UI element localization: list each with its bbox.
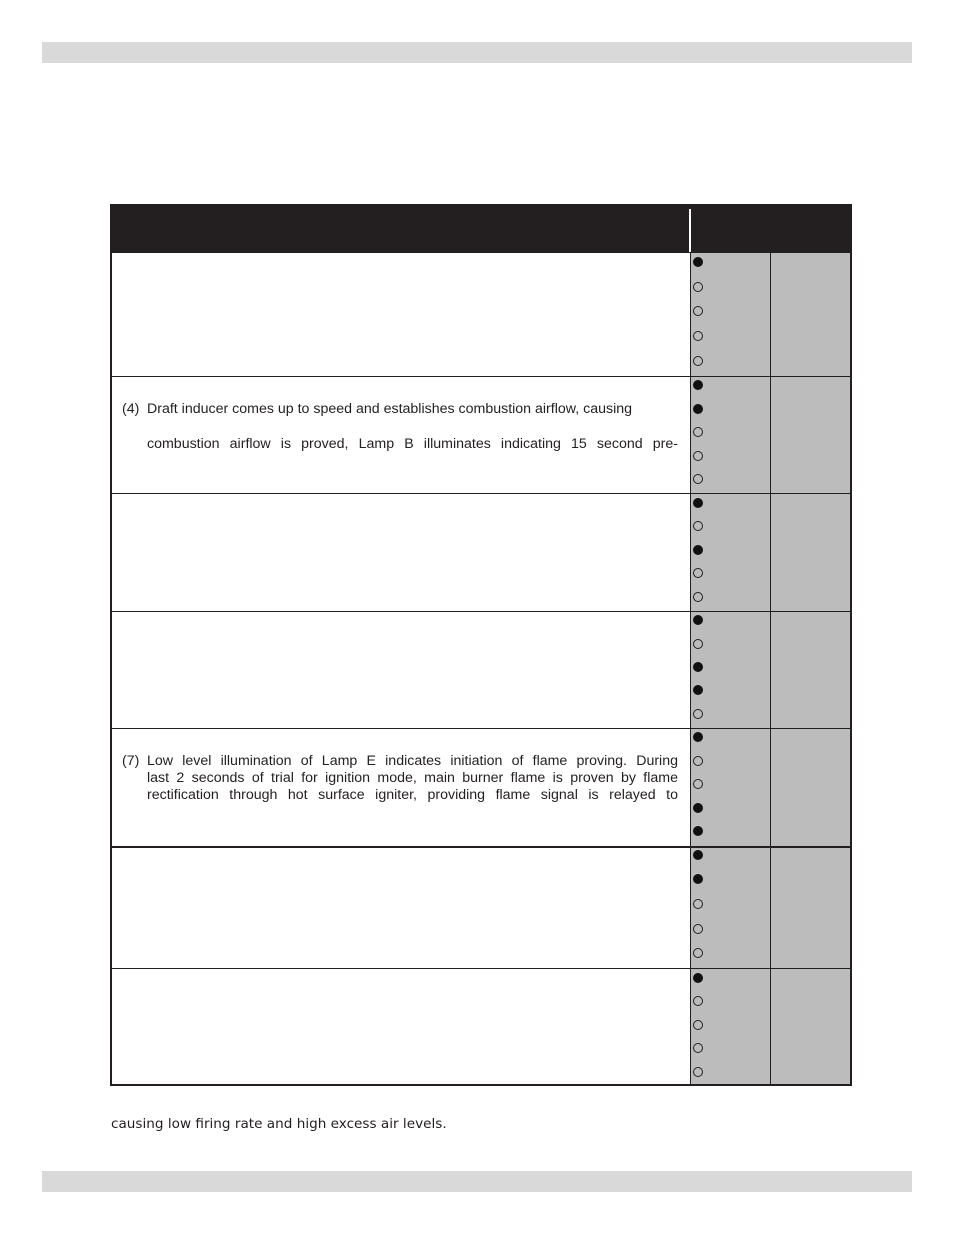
lamp-a-indicator-on	[693, 732, 703, 742]
lamp-d-indicator-off	[693, 1043, 703, 1053]
footnote-text: causing low firing rate and high excess air levels.	[111, 1116, 447, 1132]
lamp-d-indicator-off	[693, 568, 703, 578]
lamp-d-indicator-on	[693, 685, 703, 695]
lamp-d-indicator-off	[693, 451, 703, 461]
row-description	[112, 253, 690, 376]
lamp-b-indicator-off	[693, 521, 703, 531]
lamp-e-indicator-on	[693, 826, 703, 836]
lamp-a-indicator-on	[693, 850, 703, 860]
lamp-e-indicator-off	[693, 592, 703, 602]
lamp-c-indicator-off	[693, 1020, 703, 1030]
lamp-c-indicator-off	[693, 306, 703, 316]
row-description	[112, 848, 690, 968]
lamp-c-indicator-off	[693, 779, 703, 789]
lamp-e-indicator-off	[693, 474, 703, 484]
row-text-line: rectification through hot surface igniter, providing flame signal is relayed to	[147, 787, 678, 803]
table-row	[112, 968, 850, 1084]
row-description	[112, 729, 690, 846]
row-description	[112, 377, 690, 493]
step-number: (4)	[122, 401, 140, 417]
table-row	[112, 253, 850, 376]
lamp-column	[690, 729, 850, 846]
lamp-c-indicator-on	[693, 545, 703, 555]
lamp-b-indicator-on	[693, 874, 703, 884]
lamp-column	[690, 969, 850, 1084]
lamp-e-indicator-off	[693, 709, 703, 719]
table-row	[112, 493, 850, 611]
lamp-b-indicator-on	[693, 404, 703, 414]
table-row	[112, 611, 850, 728]
lamp-b-indicator-off	[693, 639, 703, 649]
lamp-b-indicator-off	[693, 282, 703, 292]
lamp-column	[690, 253, 850, 376]
row-description	[112, 494, 690, 611]
table-header	[112, 206, 850, 253]
step-number: (7)	[122, 753, 140, 769]
lamp-c-indicator-off	[693, 899, 703, 909]
table-row	[112, 376, 850, 493]
lamp-a-indicator-on	[693, 615, 703, 625]
lamp-e-indicator-off	[693, 356, 703, 366]
lamp-column	[690, 612, 850, 728]
row-description	[112, 612, 690, 728]
lamp-a-indicator-on	[693, 380, 703, 390]
row-description	[112, 969, 690, 1084]
table-row	[112, 846, 850, 968]
lamp-d-indicator-off	[693, 331, 703, 341]
lamp-column	[690, 494, 850, 611]
lamp-a-indicator-on	[693, 257, 703, 267]
lamp-d-indicator-on	[693, 803, 703, 813]
lamp-c-indicator-on	[693, 662, 703, 672]
header-divider	[689, 209, 691, 252]
lamp-e-indicator-off	[693, 1067, 703, 1077]
lamp-a-indicator-on	[693, 498, 703, 508]
lamp-b-indicator-off	[693, 756, 703, 766]
header-band	[42, 42, 912, 63]
lamp-d-indicator-off	[693, 924, 703, 934]
lamp-e-indicator-off	[693, 948, 703, 958]
footer-band	[42, 1171, 912, 1192]
lamp-column	[690, 377, 850, 493]
row-text-line: (7) Low level illumination of Lamp E indicates initiation of flame proving. During	[122, 753, 678, 769]
table-row	[112, 728, 850, 846]
row-text-line: combustion airflow is proved, Lamp B illuminates indicating 15 second pre-	[147, 436, 678, 452]
lamp-a-indicator-on	[693, 973, 703, 983]
lamp-column	[690, 848, 850, 968]
lamp-b-indicator-off	[693, 996, 703, 1006]
row-text-line: last 2 seconds of trial for ignition mode, main burner flame is proven by flame	[147, 770, 678, 786]
lamp-c-indicator-off	[693, 427, 703, 437]
sequence-of-operation-table	[110, 204, 852, 1086]
row-text-line: (4) Draft inducer comes up to speed and establishes combustion airflow, causing	[122, 401, 633, 417]
